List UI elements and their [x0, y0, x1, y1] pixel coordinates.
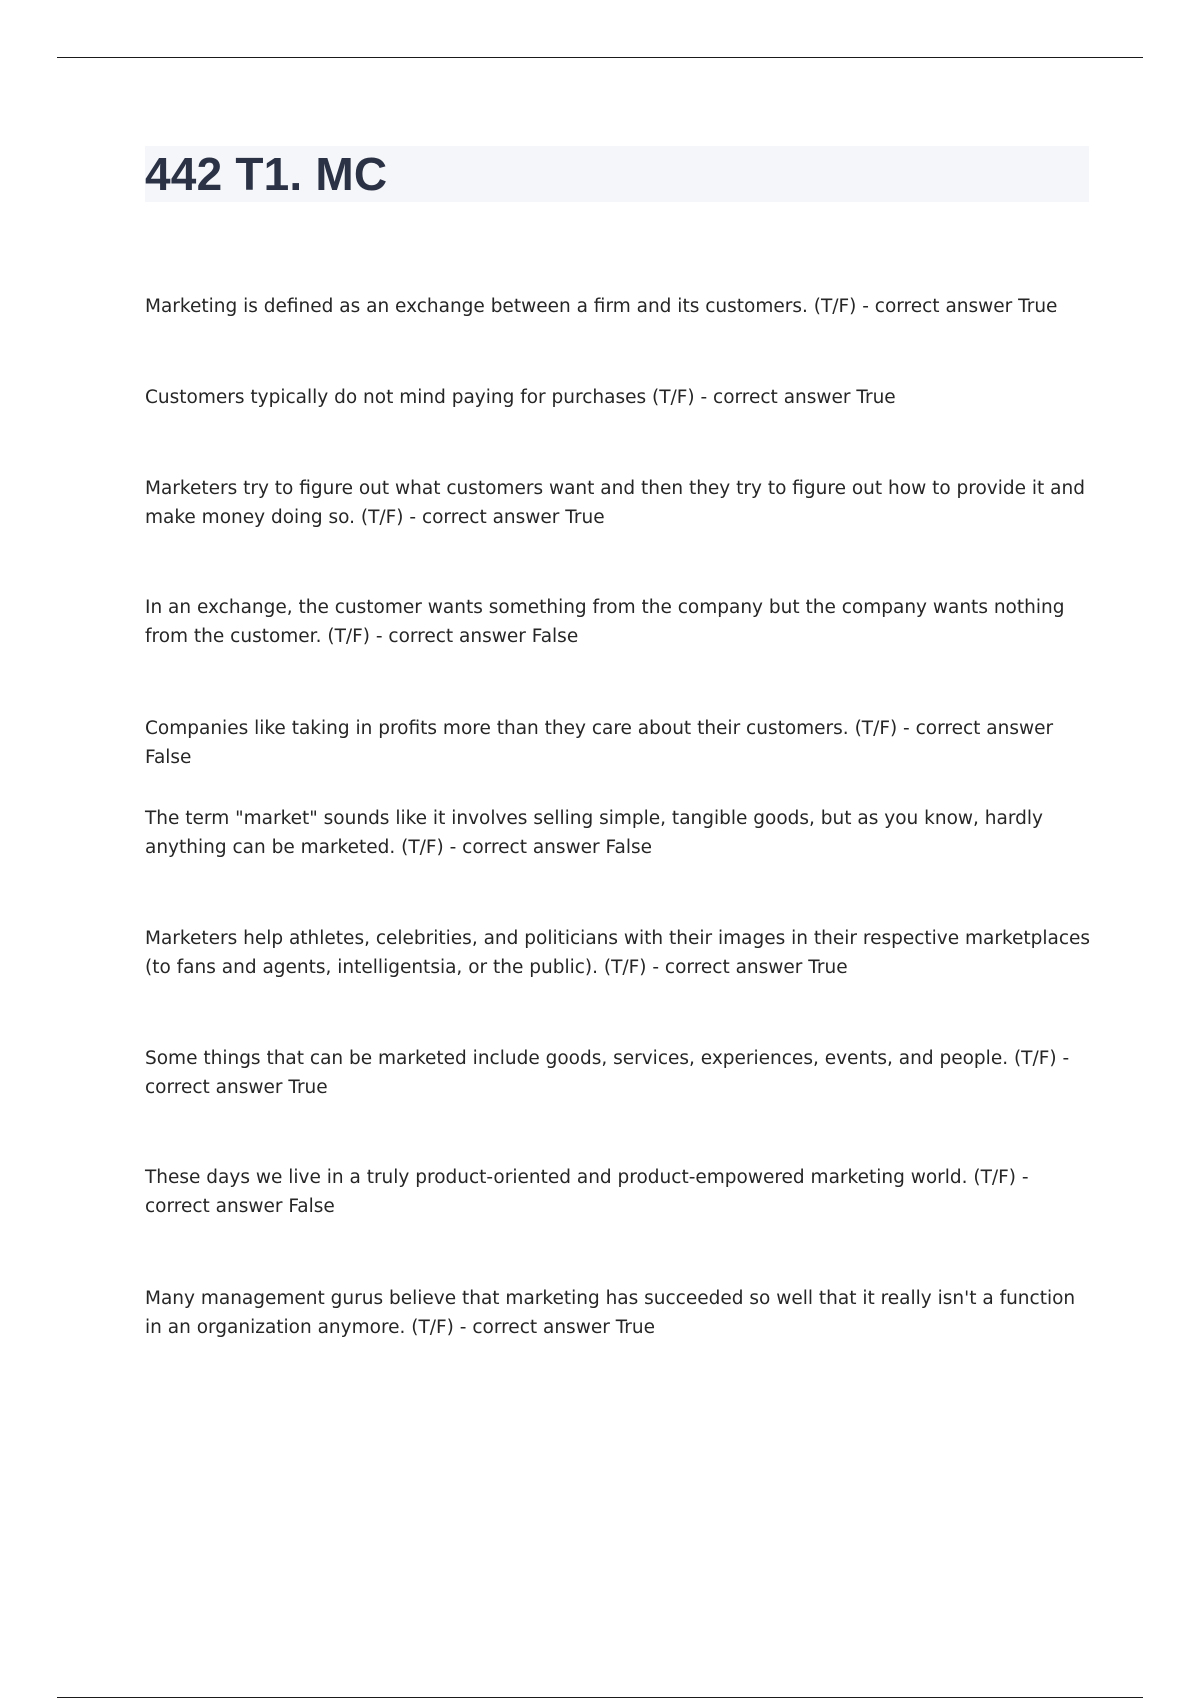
- question-item: Companies like taking in profits more than they care about their customers. (T/F) - correct answer False: [145, 718, 1054, 768]
- question-item: Marketers try to figure out what customers want and then they try to figure out how to provide it and make money doing so. (T/F) - correct answer True: [145, 478, 1085, 528]
- question-item: These days we live in a truly product-oriented and product-empowered marketing world. (T/F) - correct answer False: [145, 1167, 1029, 1217]
- question-item: In an exchange, the customer wants something from the company but the company wants nothing from the customer. (T/F) - correct answer False: [145, 597, 1065, 647]
- question-item: Marketers help athletes, celebrities, and politicians with their images in their respective marketplaces (to fans and agents, intelligentsia, or the public). (T/F) - correct answer True: [145, 928, 1091, 978]
- question-item: Many management gurus believe that marketing has succeeded so well that it really isn't a function in an organization anymore. (T/F) - correct answer True: [145, 1288, 1076, 1338]
- bottom-divider: [57, 1697, 1143, 1698]
- question-item: Customers typically do not mind paying for purchases (T/F) - correct answer True: [145, 387, 896, 408]
- question-item: The term "market" sounds like it involves selling simple, tangible goods, but as you know, hardly anything can be marketed. (T/F) - correct answer False: [145, 808, 1043, 858]
- question-item: Some things that can be marketed include goods, services, experiences, events, and people. (T/F) - correct answer True: [145, 1048, 1070, 1098]
- question-item: Marketing is defined as an exchange between a firm and its customers. (T/F) - correct answer True: [145, 296, 1058, 317]
- document-title: 442 T1. MC: [145, 148, 388, 200]
- top-divider: [57, 57, 1143, 58]
